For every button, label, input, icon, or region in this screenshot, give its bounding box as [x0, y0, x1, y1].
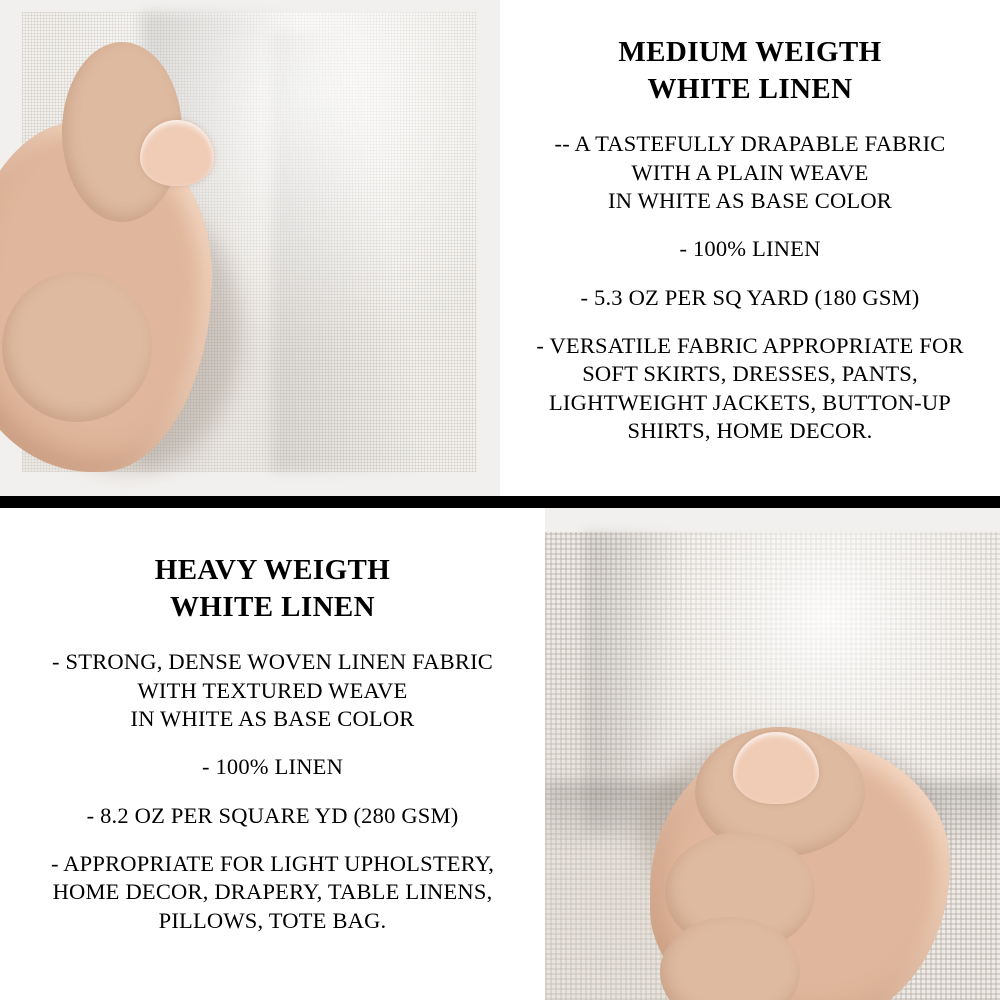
photo-heavy-weight-linen: [545, 508, 1000, 1000]
bullet-line: HOME DECOR, DRAPERY, TABLE LINENS,: [52, 879, 493, 905]
bullet-line: PILLOWS, TOTE BAG.: [158, 907, 387, 933]
bullet-line: - APPROPRIATE FOR LIGHT UPHOLSTERY,: [50, 850, 495, 876]
bullet-composition: [516, 235, 984, 263]
bullet-line: -- A TASTEFULLY DRAPABLE FABRIC: [554, 131, 946, 157]
bullet-line: IN WHITE AS BASE COLOR: [130, 705, 415, 731]
bullet-weight: [516, 284, 984, 312]
bullet-description: [16, 648, 529, 733]
bullet-line: LIGHTWEIGHT JACKETS, BUTTON-UP: [548, 389, 951, 415]
title-line: WHITE LINEN: [647, 73, 853, 106]
bullet-uses: [516, 332, 984, 445]
bullet-line: WITH TEXTURED WEAVE: [137, 677, 408, 703]
photo-heavy-weight-linen-image: [545, 532, 1000, 1000]
title-line: WHITE LINEN: [169, 591, 376, 624]
bullet-line: - 100% LINEN: [201, 754, 344, 780]
title-medium-weight: [516, 34, 984, 108]
bullet-line: - 5.3 OZ PER SQ YARD (180 GSM): [580, 284, 920, 310]
text-heavy-weight: [0, 508, 545, 1000]
bullet-line: WITH A PLAIN WEAVE: [631, 159, 869, 185]
photo-medium-weight-linen-image: [22, 12, 477, 472]
bullet-uses: [16, 850, 529, 935]
fabric-fold-2: [272, 32, 422, 472]
bullet-line: SOFT SKIRTS, DRESSES, PANTS,: [582, 361, 918, 387]
bullet-line: - 8.2 OZ PER SQUARE YD (280 GSM): [86, 802, 459, 828]
title-line: HEAVY WEIGTH: [154, 554, 391, 586]
title-heavy-weight: [16, 552, 529, 626]
bullet-line: SHIRTS, HOME DECOR.: [627, 417, 873, 443]
finger-lower: [2, 272, 152, 422]
bullet-weight: [16, 802, 529, 830]
bullet-line: - VERSATILE FABRIC APPROPRIATE FOR: [536, 332, 964, 358]
section-divider: [0, 496, 1000, 508]
section-heavy-weight: [0, 508, 1000, 1000]
text-medium-weight: [500, 0, 1000, 500]
photo-medium-weight-linen: [0, 0, 500, 500]
bullet-line: IN WHITE AS BASE COLOR: [608, 187, 892, 213]
title-line: MEDIUM WEIGTH: [618, 36, 882, 68]
bullet-line: - 100% LINEN: [679, 236, 821, 262]
bullet-description: [516, 130, 984, 215]
bullet-line: - STRONG, DENSE WOVEN LINEN FABRIC: [52, 649, 493, 675]
bullet-composition: [16, 753, 529, 781]
